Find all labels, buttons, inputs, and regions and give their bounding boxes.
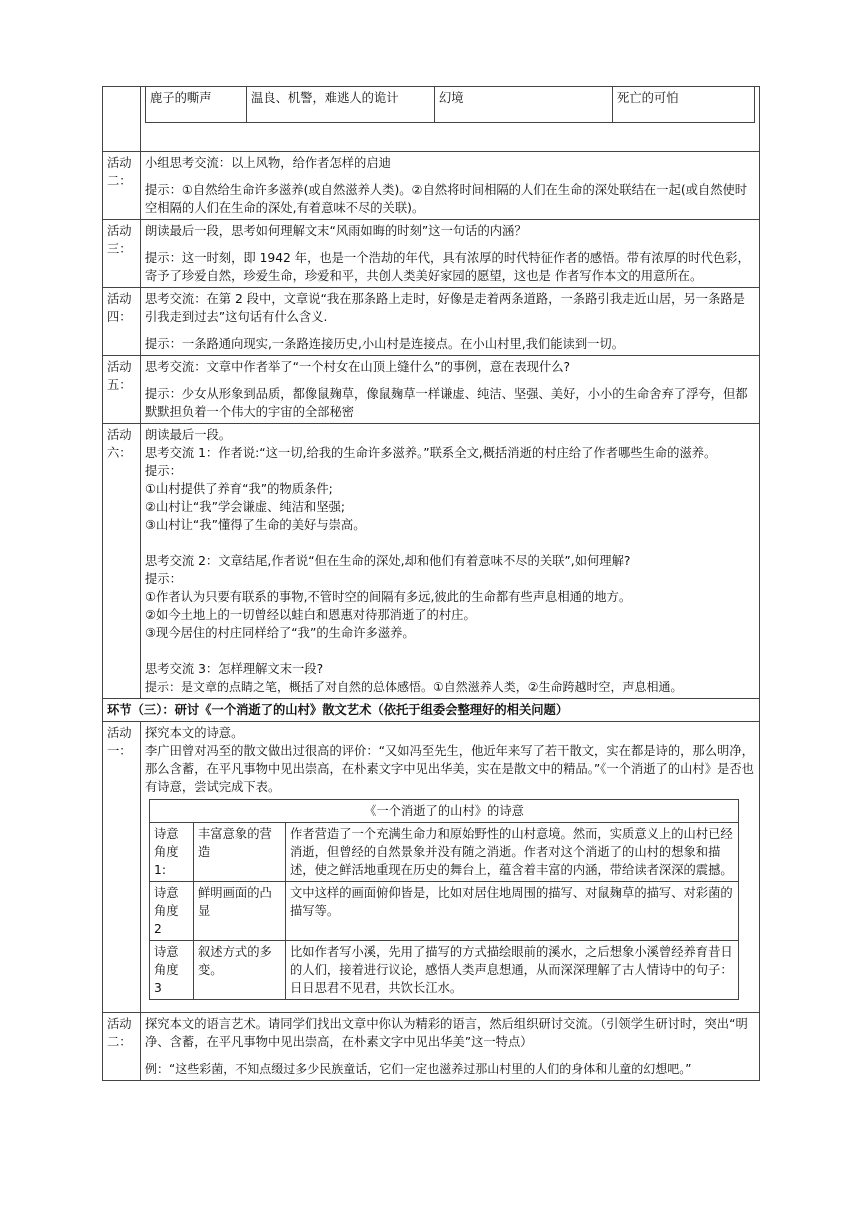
section-header-row xyxy=(103,699,760,722)
activity-tip-heading: 提示： xyxy=(145,572,182,586)
phenomena-cell: 幻境 xyxy=(435,87,613,123)
poetic-table-title: 《一个消逝了的山村》的诗意 xyxy=(150,800,739,823)
lesson-plan-page xyxy=(102,86,760,1081)
activity-4-row xyxy=(103,288,760,356)
activity-tip-heading: 提示： xyxy=(145,464,182,478)
activity-tip-item: ②山村让“我”学会谦虚、纯洁和坚强; xyxy=(145,500,346,514)
activity-label: 活动四： xyxy=(103,288,141,356)
section-title: 环节（三）：研讨《一个消逝了的山村》散文艺术（依托于组委会整理好的相关问题） xyxy=(103,699,760,722)
activity-tip-item: ③山村让“我”懂得了生命的美好与崇高。 xyxy=(145,518,366,532)
activity-text: 探究本文的诗意。 xyxy=(145,726,244,740)
activity-example: 例：“这些彩菌，不知点缀过多少民族童话，它们一定也滋养过那山村里的人们的身体和儿童的幻想吧。” xyxy=(145,1062,692,1076)
activity-tip-item: ①山村提供了养育“我”的物质条件; xyxy=(145,482,333,496)
activity-label: 活动一： xyxy=(103,722,141,1013)
lesson-table xyxy=(102,86,760,1081)
poetic-angle: 诗意角度 3 xyxy=(150,941,194,1000)
activity-question: 思考交流：在第 2 段中，文章说“我在那条路上走时，好像是走着两条道路，一条路引我走近山居，另一条路是引我走到过去”这句话有什么含义. xyxy=(145,292,745,324)
poetic-angle: 诗意角度 2 xyxy=(150,882,194,941)
activity-tip: 提示：一条路通向现实,一条路连接历史,小山村是连接点。在小山村里,我们能读到一切。 xyxy=(145,337,625,351)
activity-question: 思考交流 3：怎样理解文末一段? xyxy=(145,662,324,676)
poetic-explanation: 文中这样的画面俯仰皆是，比如对居住地周围的描写、对鼠麹草的描写、对彩菌的描写等。 xyxy=(286,882,739,941)
activity-3-row xyxy=(103,220,760,288)
activity-label: 活动二： xyxy=(103,1013,141,1081)
poetic-explanation: 作者营造了一个充满生命力和原始野性的山村意境。然而，实质意义上的山村已经消逝，但曾经的自然景象并没有随之消逝。作者对这个消逝了的山村的想象和描述，使之鲜活地重现在历史的舞台上，蕴含着丰富的内涵，带给读者深深的震撼。 xyxy=(286,823,739,882)
poetic-angle: 诗意角度 1: xyxy=(150,823,194,882)
activity-text: 朗读最后一段。 xyxy=(145,428,232,442)
activity-label: 活动二： xyxy=(103,152,141,220)
activity-question: 小组思考交流：以上风物，给作者怎样的启迪 xyxy=(145,156,391,170)
b-activity-1-row xyxy=(103,722,760,1013)
activity-tip-item: ②如今土地上的一切曾经以蛙白和恩惠对待那消逝了的村庄。 xyxy=(145,608,476,622)
activity-tip: 提示：是文章的点睛之笔，概括了对自然的总体感悟。①自然滋养人类，②生命跨越时空，声息相通。 xyxy=(145,680,683,694)
poetic-aspect: 叙述方式的多变。 xyxy=(194,941,286,1000)
phenomena-cell: 死亡的可怕 xyxy=(613,87,755,123)
activity-tip: 提示：①自然给生命许多滋养(或自然滋养人类)。②自然将时间相隔的人们在生命的深处联结在一起(或自然使时空相隔的人们在生命的深处,有着意味不尽的关联)。 xyxy=(145,183,748,215)
poetic-aspect: 鲜明画面的凸显 xyxy=(194,882,286,941)
activity-question: 思考交流 1：作者说:“这一切,给我的生命许多滋养。”联系全文,概括消逝的村庄给了作者哪些生命的滋养。 xyxy=(145,446,717,460)
activity-question: 思考交流：文章中作者举了“一个村女在山顶上缝什么”的事例，意在表现什么? xyxy=(145,360,571,374)
activity-text: 探究本文的语言艺术。请同学们找出文章中你认为精彩的语言，然后组织研讨交流。（引领学生研讨时，突出“明净、含蓄，在平凡事物中见出崇高，在朴素文字中见出华美”这一特点） xyxy=(145,1017,748,1049)
activity-label: 活动六： xyxy=(103,424,141,699)
activity-6-row xyxy=(103,424,760,699)
poetic-table xyxy=(149,799,739,1000)
activity-2-row xyxy=(103,152,760,220)
activity-question: 朗读最后一段，思考如何理解文末“风雨如晦的时刻”这一句话的内涵？ xyxy=(145,224,527,238)
activity-label: 活动三： xyxy=(103,220,141,288)
phenomena-cell: 鹿子的嘶声 xyxy=(146,87,247,123)
phenomena-table xyxy=(145,86,755,123)
poetic-explanation: 比如作者写小溪，先用了描写的方式描绘眼前的溪水，之后想象小溪曾经养育昔日的人们，接着进行议论，感悟人类声息想通，从而深深理解了古人情诗中的句子：日日思君不见君，共饮长江水。 xyxy=(286,941,739,1000)
activity-5-row xyxy=(103,356,760,424)
b-activity-2-row xyxy=(103,1013,760,1081)
activity-label: 活动五： xyxy=(103,356,141,424)
activity-tip: 提示：少女从形象到品质，都像鼠麹草，像鼠麹草一样谦虚、纯洁、坚强、美好，小小的生命舍弃了浮夸，但都默默担负着一个伟大的宇宙的全部秘密 xyxy=(145,387,748,419)
activity-tip: 提示：这一时刻，即 1942 年，也是一个浩劫的年代，具有浓厚的时代特征作者的感悟。带有浓厚的时代色彩，寄予了珍爱自然，珍爱生命，珍爱和平，共创人类美好家园的愿望，这也是 作者写作本文的用意所在。 xyxy=(145,251,750,283)
activity-tip-item: ③现今居住的村庄同样给了“我”的生命许多滋养。 xyxy=(145,626,415,640)
continuation-row xyxy=(103,87,760,152)
activity-quote: 李广田曾对冯至的散文做出过很高的评价：“又如冯至先生，他近年来写了若干散文，实在都是诗的，那么明净，那么含蓄，在平凡事物中见出崇高，在朴素文字中见出华美，实在是散文中的精品。”《一个消逝了的山村》是否也有诗意，尝试完成下表。 xyxy=(145,744,754,794)
activity-tip-item: ①作者认为只要有联系的事物,不管时空的间隔有多远,彼此的生命都有些声息相通的地方。 xyxy=(145,590,632,604)
phenomena-cell: 温良、机警，难逃人的诡计 xyxy=(247,87,435,123)
activity-question: 思考交流 2：文章结尾,作者说“但在生命的深处,却和他们有着意味不尽的关联”,如何理解? xyxy=(145,554,631,568)
poetic-aspect: 丰富意象的营造 xyxy=(194,823,286,882)
